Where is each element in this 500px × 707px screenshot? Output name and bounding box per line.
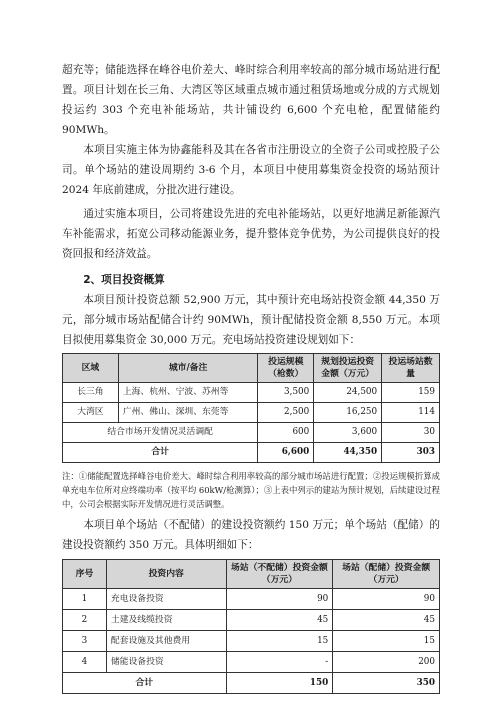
header-index: 序号 <box>63 560 107 589</box>
cell-total-with-storage: 350 <box>333 673 440 694</box>
cell-total-stations: 303 <box>382 443 440 463</box>
cell-no-storage: 15 <box>226 631 333 652</box>
table-row <box>63 423 440 443</box>
cell-total-label: 合计 <box>63 673 227 694</box>
header-with-storage: 场站（配储）投资金额（万元） <box>333 560 440 589</box>
cell-region: 大湾区 <box>63 403 119 423</box>
table-row <box>63 403 440 423</box>
table-row <box>63 589 440 610</box>
cell-stations: 30 <box>382 423 440 443</box>
cell-no-storage: 90 <box>226 589 333 610</box>
cell-amount: 24,500 <box>314 383 382 403</box>
table-header-row <box>63 354 440 383</box>
document-page <box>62 0 440 694</box>
table-total-row <box>63 443 440 463</box>
header-content: 投资内容 <box>106 560 226 589</box>
table-row <box>63 383 440 403</box>
cell-index: 2 <box>63 610 107 631</box>
cell-guns: 3,500 <box>258 383 314 403</box>
cell-no-storage: 45 <box>226 610 333 631</box>
cell-total-no-storage: 150 <box>226 673 333 694</box>
cell-guns: 2,500 <box>258 403 314 423</box>
cell-content: 储能设备投资 <box>106 652 226 673</box>
header-guns: 投运规模（枪数） <box>258 354 314 383</box>
cell-content: 土建及线缆投资 <box>106 610 226 631</box>
cell-with-storage: 200 <box>333 652 440 673</box>
cell-no-storage: - <box>226 652 333 673</box>
cell-index: 1 <box>63 589 107 610</box>
cell-stations: 114 <box>382 403 440 423</box>
paragraph-implementation: 本项目实施主体为协鑫能科及其在各省市注册设立的全资子公司或控股子公司。单个场站的建设周期约 3-6 个月，本项目中使用募集资金投资的场站预计 2024 年底前建成，分批次进行建设。 <box>62 144 440 196</box>
table-header-row <box>63 560 440 589</box>
table-row <box>63 631 440 652</box>
header-amount: 规划投运投资金额（万元） <box>314 354 382 383</box>
table-row <box>63 652 440 673</box>
station-plan-table <box>62 353 440 463</box>
cell-with-storage: 90 <box>333 589 440 610</box>
cell-flex-label: 结合市场开发情况灵活调配 <box>63 423 258 443</box>
cost-breakdown-table <box>62 559 440 694</box>
cell-index: 4 <box>63 652 107 673</box>
cell-guns: 600 <box>258 423 314 443</box>
header-stations: 投运场站数量 <box>382 354 440 383</box>
paragraph-unit-cost: 本项目单个场站（不配储）的建设投资额约 150 万元；单个场站（配储）的建设投资额约 350 万元。具体明细如下： <box>62 519 440 551</box>
header-region: 区域 <box>63 354 119 383</box>
cell-content: 配套设施及其他费用 <box>106 631 226 652</box>
cell-stations: 159 <box>382 383 440 403</box>
cell-total-guns: 6,600 <box>258 443 314 463</box>
table-row <box>63 610 440 631</box>
cell-total-amount: 44,350 <box>314 443 382 463</box>
cell-total-label: 合计 <box>63 443 258 463</box>
cell-with-storage: 15 <box>333 631 440 652</box>
header-no-storage: 场站（不配储）投资金额（万元） <box>226 560 333 589</box>
cell-amount: 3,600 <box>314 423 382 443</box>
cell-city: 上海、杭州、宁波、苏州等 <box>118 383 258 403</box>
cell-city: 广州、佛山、深圳、东莞等 <box>118 403 258 423</box>
header-city: 城市/备注 <box>118 354 258 383</box>
cell-with-storage: 45 <box>333 610 440 631</box>
section-heading: 2、项目投资概算 <box>83 274 165 286</box>
cell-amount: 16,250 <box>314 403 382 423</box>
cell-index: 3 <box>63 631 107 652</box>
cell-region: 长三角 <box>63 383 119 403</box>
paragraph-project-plan: 超充等；储能选择在峰谷电价差大、峰时综合利用率较高的部分城市场站进行配置。项目计划在长三角、大湾区等区域重点城市通过租赁场地或分成的方式规划投运约 303 个充电补能场站，共计铺设约 6,600 个充电枪，配置储能约 90MWh。 <box>62 64 440 136</box>
cell-content: 充电设备投资 <box>106 589 226 610</box>
paragraph-investment: 本项目预计投资总额 52,900 万元，其中预计充电场站投资金额 44,350 万元，部分城市场站配储合计约 90MWh，预计配储投资金额 8,550 万元。本项目拟使用募集资金 30,000 万元。充电场站投资建设规划如下： <box>62 294 440 346</box>
table-note: 注：①储能配置选择峰谷电价差大、峰时综合利用率较高的部分城市场站进行配置；②投运规模折算成单充电车位所对应终端功率（按平均 60kW/枪测算）；③上表中列示的建站为预计规划，后续建设过程中，公司会根据实际开发情况进行灵活调整。 <box>62 471 440 509</box>
paragraph-benefits: 通过实施本项目，公司将建设先进的充电补能场站，以更好地满足新能源汽车补能需求，拓宽公司移动能源业务，提升整体竞争优势，为公司提供良好的投资回报和经济效益。 <box>62 208 440 260</box>
table-total-row <box>63 673 440 694</box>
